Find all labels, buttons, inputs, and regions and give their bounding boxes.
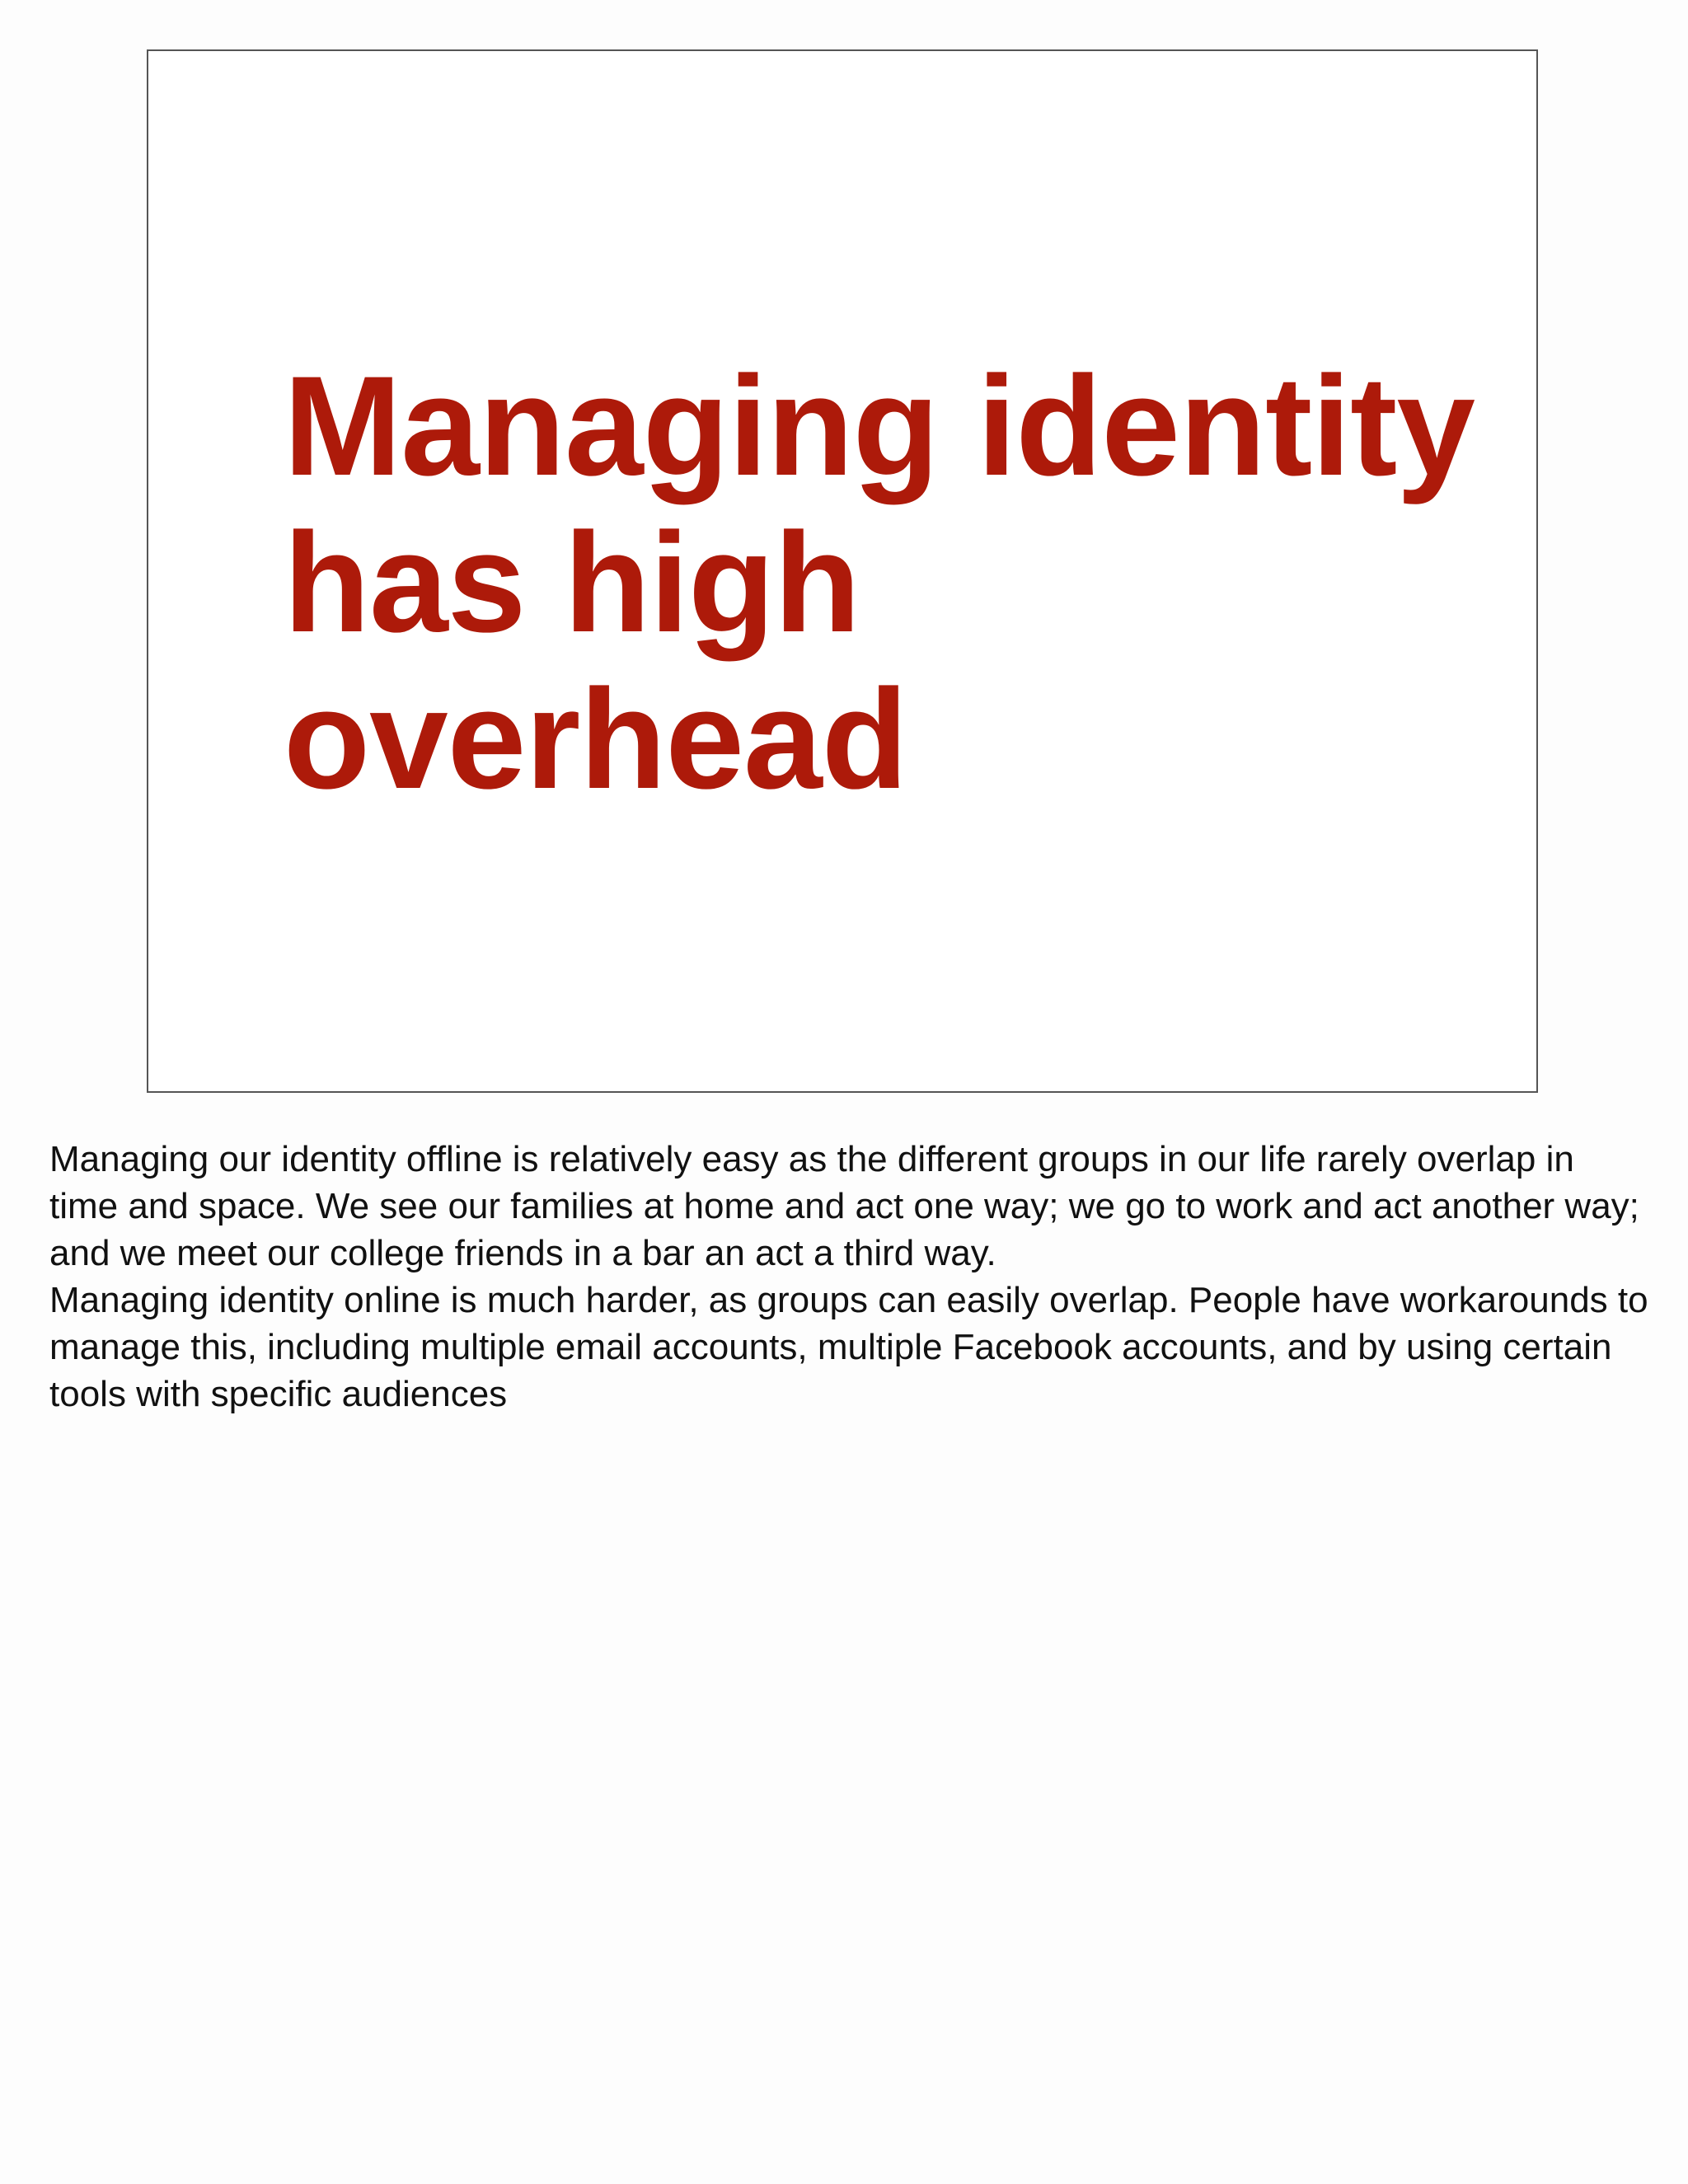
notes-paragraph: Managing our identity offline is relatively easy as the different groups in our life rarely overlap in time and space. We see our families at home and act one way; we go to work and act another way; and we meet our college friends in a bar an act a third way.	[49, 1139, 1639, 1273]
slide-title-line: has high	[284, 504, 860, 662]
notes-paragraph: Managing identity online is much harder, as groups can easily overlap. People have workarounds to manage this, including multiple email accounts, multiple Facebook accounts, and by using certain tools with specific audiences	[49, 1280, 1648, 1414]
speaker-notes	[49, 1136, 1648, 1418]
slide-title	[284, 348, 1479, 818]
slide-title-line: overhead	[284, 660, 907, 818]
slide-title-line: Managing identity	[284, 347, 1475, 505]
slide-frame	[147, 49, 1538, 1093]
